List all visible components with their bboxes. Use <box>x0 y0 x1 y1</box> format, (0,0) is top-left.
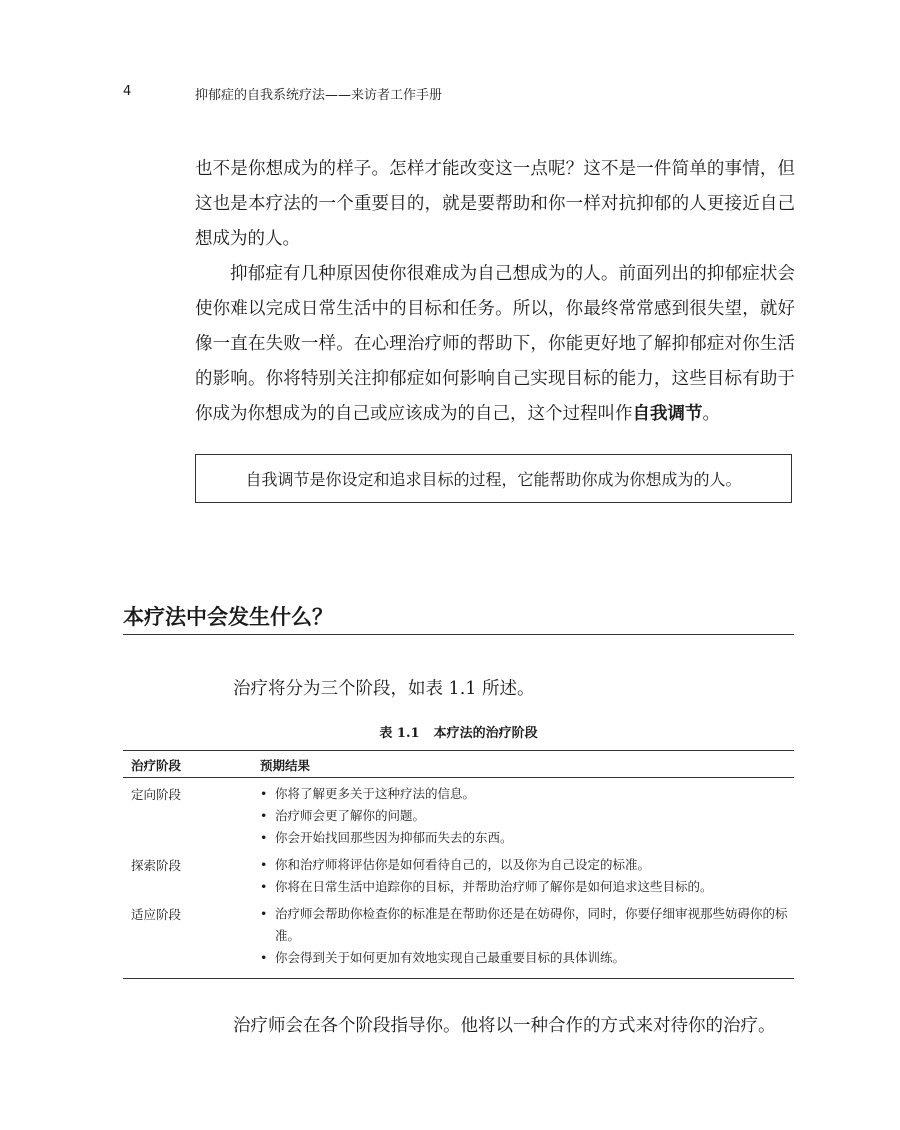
result-list <box>260 783 794 849</box>
table-caption-title: 本疗法的治疗阶段 <box>433 726 538 741</box>
table-header-row <box>123 750 794 778</box>
table-caption <box>123 722 794 741</box>
bullet-icon: • <box>260 879 268 894</box>
result-text: 你和治疗师将评估你是如何看待自己的，以及你为自己设定的标准。 <box>275 857 651 872</box>
running-title: 抑郁症的自我系统疗法——来访者工作手册 <box>195 88 443 103</box>
result-text: 你将了解更多关于这种疗法的信息。 <box>275 786 476 801</box>
phases-table <box>123 750 794 979</box>
phase-cell: 适应阶段 <box>131 907 182 922</box>
result-item <box>260 805 794 827</box>
page-number: 4 <box>123 84 132 99</box>
result-text: 你会开始找回那些因为抑郁而失去的东西。 <box>275 830 513 845</box>
result-text: 治疗师会更了解你的问题。 <box>275 808 426 823</box>
bullet-icon: • <box>260 906 268 921</box>
phase-cell: 定向阶段 <box>131 787 182 802</box>
bullet-icon: • <box>260 857 268 872</box>
bullet-icon: • <box>260 830 268 845</box>
table-row <box>123 903 794 969</box>
key-term: 自我调节 <box>632 404 703 424</box>
table-header-result: 预期结果 <box>260 758 311 773</box>
bullet-icon: • <box>260 950 268 965</box>
paragraph-2-end: 。 <box>702 404 720 424</box>
result-item <box>260 903 794 947</box>
result-item <box>260 827 794 849</box>
result-text: 你将在日常生活中追踪你的目标，并帮助治疗师了解你是如何追求这些目标的。 <box>275 879 713 894</box>
section-divider <box>123 634 794 635</box>
result-list <box>260 903 794 969</box>
result-list <box>260 854 794 898</box>
body-text <box>195 152 795 432</box>
result-text: 你会得到关于如何更加有效地实现自己最重要目标的具体训练。 <box>275 950 626 965</box>
definition-callout-box <box>195 454 792 503</box>
bullet-icon: • <box>260 808 268 823</box>
section-heading: 本疗法中会发生什么？ <box>123 605 333 629</box>
table-row <box>123 854 794 898</box>
closing-paragraph: 治疗师会在各个阶段指导你。他将以一种合作的方式来对待你的治疗。 <box>233 1016 776 1036</box>
table-body <box>123 778 794 979</box>
paragraph-2 <box>195 257 795 432</box>
table-caption-number: 表 1.1 <box>379 726 420 741</box>
result-item <box>260 876 794 898</box>
result-item <box>260 947 794 969</box>
callout-text: 自我调节是你设定和追求目标的过程，它能帮助你成为你想成为的人。 <box>245 470 742 489</box>
result-item <box>260 854 794 876</box>
paragraph-1: 也不是你想成为的样子。怎样才能改变这一点呢？这不是一件简单的事情，但这也是本疗法的一个重要目的，就是要帮助和你一样对抗抑郁的人更接近自己想成为的人。 <box>195 159 795 249</box>
table-header-phase: 治疗阶段 <box>131 758 182 773</box>
result-item <box>260 783 794 805</box>
section-intro: 治疗将分为三个阶段，如表 1.1 所述。 <box>233 679 535 699</box>
phase-cell: 探索阶段 <box>131 858 182 873</box>
result-text: 治疗师会帮助你检查你的标准是在帮助你还是在妨碍你，同时，你要仔细审视那些妨碍你的标准。 <box>275 906 788 943</box>
paragraph-2-text: 抑郁症有几种原因使你很难成为自己想成为的人。前面列出的抑郁症状会使你难以完成日常生活中的目标和任务。所以，你最终常常感到很失望，就好像一直在失败一样。在心理治疗师的帮助下，你能更好地了解抑郁症对你生活的影响。你将特别关注抑郁症如何影响自己实现目标的能力，这些目标有助于你成为你想成为的自己或应该成为的自己，这个过程叫作 <box>195 264 795 424</box>
bullet-icon: • <box>260 786 268 801</box>
table-row <box>123 783 794 849</box>
